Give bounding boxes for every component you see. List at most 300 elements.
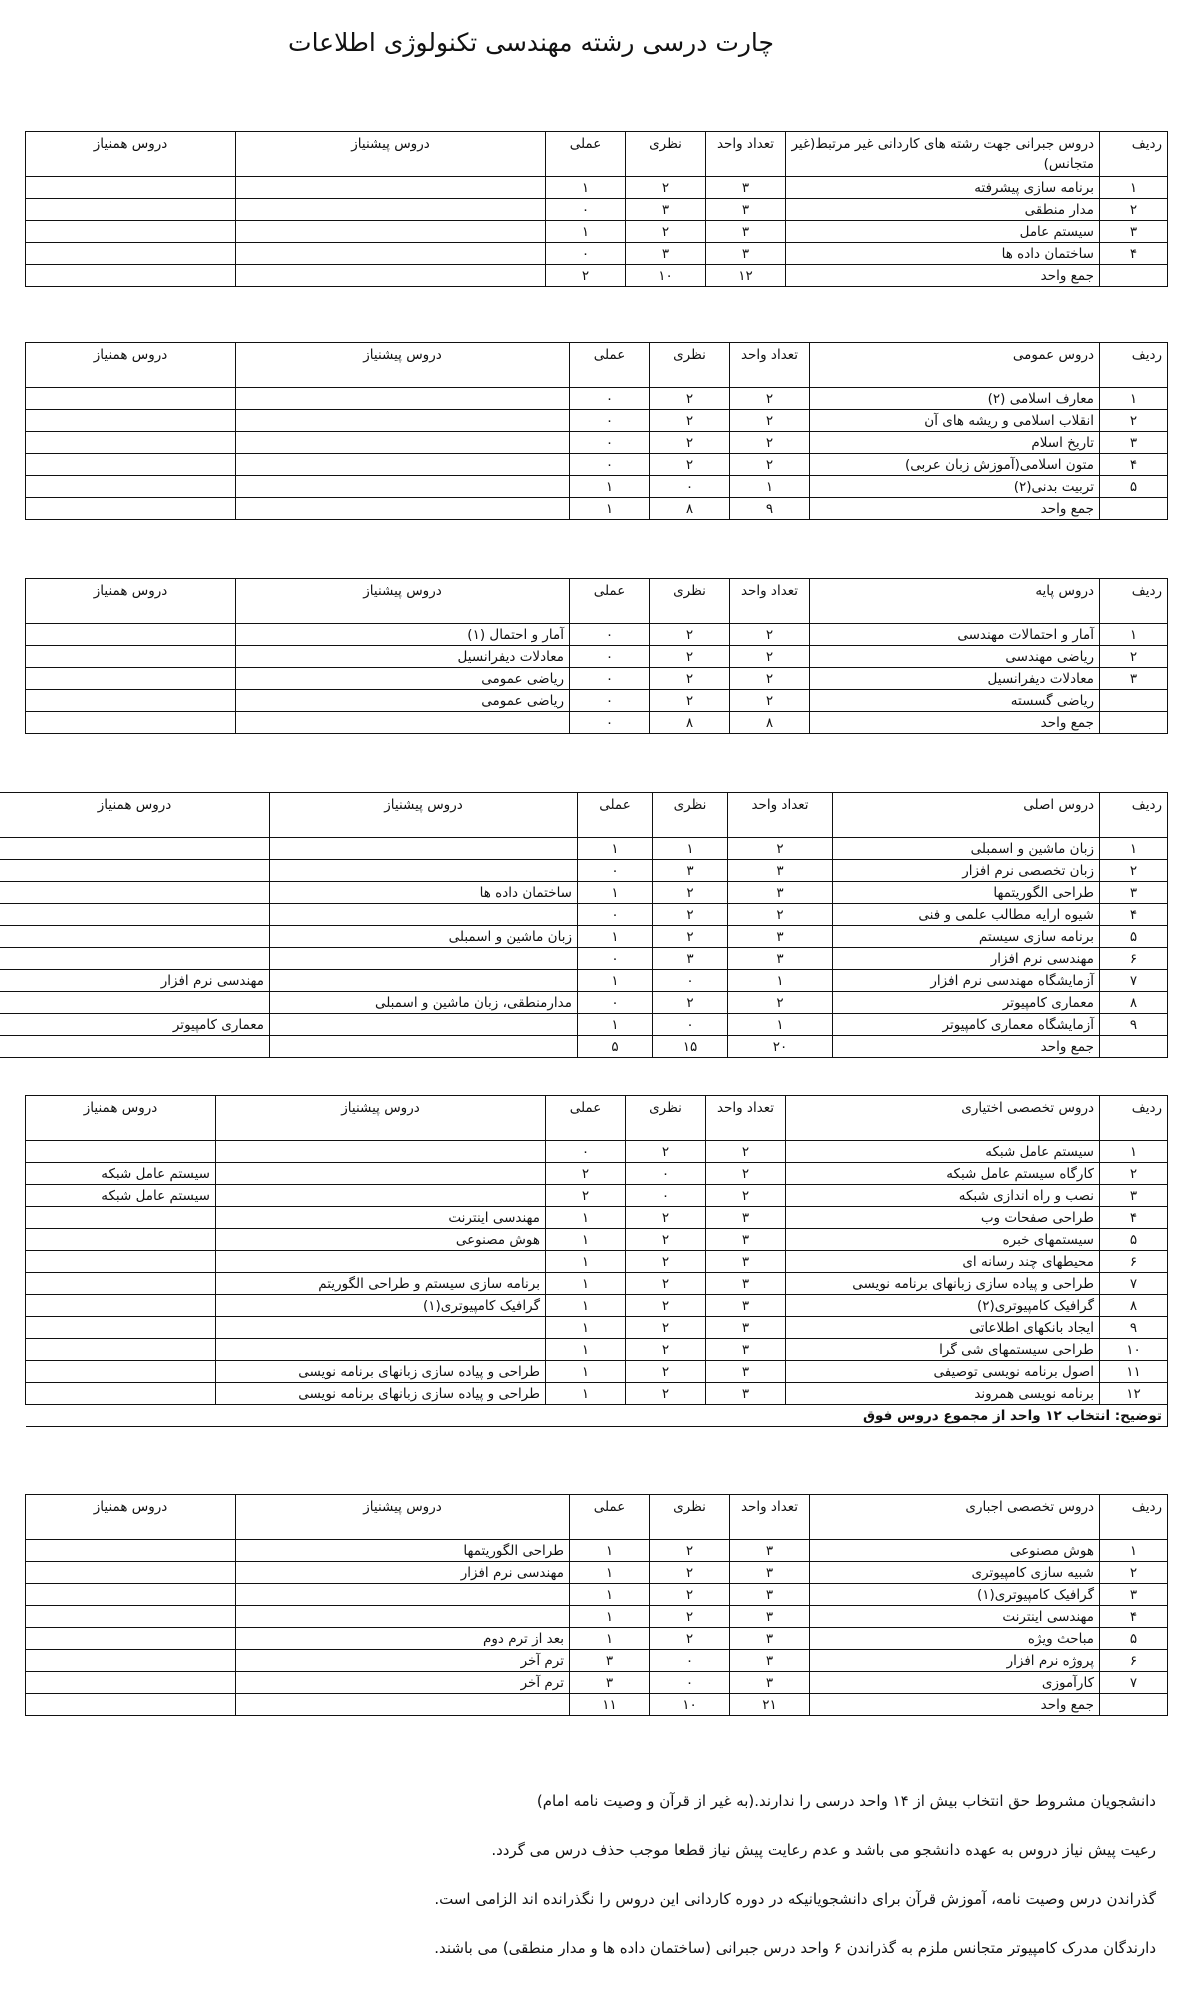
note-line: دارندگان مدرک کامپیوتر متجانس ملزم به گذراندن ۶ واحد درس جبرانی (ساختمان داده ها و مدار منطقی) می باشند. [434, 1939, 1156, 1957]
table-cell: ۱ [728, 1014, 833, 1036]
table-cell: ۲ [653, 882, 728, 904]
note-line: رعیت پیش نیاز دروس به عهده دانشجو می باشد و عدم رعایت پیش نیاز قطعا موجب حذف درس می گردد. [491, 1841, 1156, 1859]
table-row [26, 1650, 1168, 1672]
column-header: ردیف [1100, 793, 1168, 838]
table-cell [216, 1141, 546, 1163]
table-cell: ۴ [1100, 1207, 1168, 1229]
table-cell [26, 1606, 236, 1628]
table-row [26, 1562, 1168, 1584]
table-cell [26, 1141, 216, 1163]
table-cell: ۲ [546, 1163, 626, 1185]
table-cell [236, 265, 546, 287]
table-cell: ۱ [728, 970, 833, 992]
table-cell: ۲ [650, 1562, 730, 1584]
table-cell [26, 646, 236, 668]
table-cell: ۳ [626, 199, 706, 221]
column-header: دروس پایه [810, 579, 1100, 624]
column-header: دروس تخصصی اجباری [810, 1495, 1100, 1540]
table-cell [1100, 498, 1168, 520]
table-row [26, 1163, 1168, 1185]
table-cell: آزمایشگاه معماری کامپیوتر [833, 1014, 1100, 1036]
table-cell: ۱ [1100, 1141, 1168, 1163]
table-cell [236, 498, 570, 520]
table-cell: ۱۲ [706, 265, 786, 287]
table-cell: ۲ [546, 1185, 626, 1207]
note-line: دانشجویان مشروط حق انتخاب بیش از ۱۴ واحد درسی را ندارند.(به غیر از قرآن و وصیت نامه امام) [536, 1792, 1156, 1810]
table-cell: ۳ [730, 1540, 810, 1562]
table-cell: ۰ [546, 243, 626, 265]
table-cell: ۲ [706, 1185, 786, 1207]
column-header: دروس همنیاز [26, 132, 236, 177]
table-cell: ۳ [730, 1628, 810, 1650]
table-cell: ۲ [1100, 199, 1168, 221]
column-header: دروس همنیاز [26, 1495, 236, 1540]
table-cell: ۱ [1100, 1540, 1168, 1562]
table-cell: ۶ [1100, 1650, 1168, 1672]
table-cell: ۱ [570, 1628, 650, 1650]
table-cell: ۲ [706, 1141, 786, 1163]
table-cell: گرافیک کامپیوتری(۱) [810, 1584, 1100, 1606]
table-cell: ۱ [570, 1562, 650, 1584]
table-cell: گرافیک کامپیوتری(۱) [216, 1295, 546, 1317]
table-row [26, 668, 1168, 690]
table-cell: ۵ [1100, 926, 1168, 948]
table-cell: ۲ [650, 624, 730, 646]
table-cell: تربیت بدنی(۲) [810, 476, 1100, 498]
table-cell: ۱ [546, 1295, 626, 1317]
table-cell: سیستم عامل شبکه [26, 1185, 216, 1207]
table-cell: جمع واحد [786, 265, 1100, 287]
table-cell: ۰ [570, 690, 650, 712]
table-cell [216, 1163, 546, 1185]
column-header: دروس پیشنیاز [236, 579, 570, 624]
table-cell [236, 712, 570, 734]
table-cell: ۲ [730, 432, 810, 454]
table-cell [26, 1317, 216, 1339]
table-cell: طراحی و پیاده سازی زبانهای برنامه نویسی [216, 1383, 546, 1405]
table-cell: ۰ [570, 432, 650, 454]
table-cell: ۲ [1100, 860, 1168, 882]
table-cell: مباحث ویژه [810, 1628, 1100, 1650]
column-header: دروس همنیاز [26, 1096, 216, 1141]
column-header: ردیف [1100, 579, 1168, 624]
note-line: گذراندن درس وصیت نامه، آموزش قرآن برای دانشجویانیکه در دوره کاردانی این دروس را نگذرانده اند الزامی است. [434, 1890, 1156, 1908]
table-cell: ۱ [578, 970, 653, 992]
table-cell: ۳ [706, 1207, 786, 1229]
table-cell: مهندسی اینترنت [216, 1207, 546, 1229]
table-row [26, 1672, 1168, 1694]
column-header: عملی [546, 132, 626, 177]
table-cell: بعد از ترم دوم [236, 1628, 570, 1650]
table-row [0, 926, 1168, 948]
table-cell [26, 1251, 216, 1273]
table-cell: زبان ماشین و اسمبلی [270, 926, 578, 948]
table-row [26, 1229, 1168, 1251]
table-cell: ۳ [728, 926, 833, 948]
column-header: نظری [650, 1495, 730, 1540]
table-cell: جمع واحد [810, 498, 1100, 520]
table-cell: ۱ [570, 1606, 650, 1628]
table-cell: ۰ [570, 454, 650, 476]
table-cell: ۲ [626, 1229, 706, 1251]
table-cell: ۰ [570, 668, 650, 690]
column-header: عملی [578, 793, 653, 838]
table-cell: سیستم عامل [786, 221, 1100, 243]
table-cell: ۲ [653, 904, 728, 926]
table-cell: ۹ [730, 498, 810, 520]
table-cell: ۲ [730, 668, 810, 690]
table-cell: ۴ [1100, 1606, 1168, 1628]
table-cell [26, 177, 236, 199]
table-cell: سیستمهای خبره [786, 1229, 1100, 1251]
table-cell: ۱۱ [570, 1694, 650, 1716]
table-note-row [26, 1405, 1168, 1427]
basic-courses-table [25, 578, 1168, 734]
table-cell: ۲ [650, 1606, 730, 1628]
table-cell [236, 432, 570, 454]
table-cell [0, 838, 270, 860]
column-header: دروس تخصصی اختیاری [786, 1096, 1100, 1141]
table-cell: ۲ [650, 646, 730, 668]
table-cell [216, 1251, 546, 1273]
column-header: تعداد واحد [706, 1096, 786, 1141]
table-cell: ۲ [626, 1361, 706, 1383]
table-cell [26, 388, 236, 410]
table-cell: ۵ [1100, 476, 1168, 498]
table-row [26, 624, 1168, 646]
column-header: ردیف [1100, 1096, 1168, 1141]
table-cell: ۱ [546, 221, 626, 243]
table-cell: ۲ [728, 904, 833, 926]
table-cell: ۲ [546, 265, 626, 287]
table-cell: ۲ [650, 690, 730, 712]
table-cell [26, 1562, 236, 1584]
table-cell: ۲ [1100, 1562, 1168, 1584]
table-cell: آمار و احتمالات مهندسی [810, 624, 1100, 646]
table-row [26, 1273, 1168, 1295]
table-cell [26, 1694, 236, 1716]
table-cell: ۲ [650, 1584, 730, 1606]
table-cell: ۲ [626, 1317, 706, 1339]
table-cell: ۱ [578, 882, 653, 904]
table-row [0, 838, 1168, 860]
column-header: نظری [650, 579, 730, 624]
compensatory-courses-table [25, 131, 1168, 287]
table-cell [1100, 1694, 1168, 1716]
table-cell: شبیه سازی کامپیوتری [810, 1562, 1100, 1584]
table-cell: ۲ [730, 690, 810, 712]
table-cell [236, 177, 546, 199]
column-header: نظری [650, 343, 730, 388]
column-header: دروس جبرانی جهت رشته های کاردانی غیر مرتبط(غیر متجانس) [786, 132, 1100, 177]
table-cell: ۵ [578, 1036, 653, 1058]
table-cell: ۱ [1100, 388, 1168, 410]
column-header: دروس همنیاز [26, 343, 236, 388]
table-cell: ۱ [570, 1540, 650, 1562]
table-cell [26, 1584, 236, 1606]
table-cell: ۲ [626, 177, 706, 199]
table-cell: ۳ [570, 1672, 650, 1694]
table-cell: ۲ [650, 388, 730, 410]
table-cell: ۲ [626, 1251, 706, 1273]
table-cell: ۱۰ [1100, 1339, 1168, 1361]
column-header: نظری [626, 1096, 706, 1141]
table-cell: جمع واحد [810, 1694, 1100, 1716]
table-cell: کارآموزی [810, 1672, 1100, 1694]
table-cell: ۱ [546, 1317, 626, 1339]
table-header-row [26, 132, 1168, 177]
table-cell: ساختمان داده ها [786, 243, 1100, 265]
table-cell: نصب و راه اندازی شبکه [786, 1185, 1100, 1207]
notes-section [36, 1790, 1156, 1986]
column-header: ردیف [1100, 1495, 1168, 1540]
table-cell: ۲ [1100, 1163, 1168, 1185]
table-cell: برنامه سازی سیستم و طراحی الگوریتم [216, 1273, 546, 1295]
table-row [26, 476, 1168, 498]
table-cell [26, 1361, 216, 1383]
table-row [26, 410, 1168, 432]
table-row [26, 1628, 1168, 1650]
table-cell: هوش مصنوعی [216, 1229, 546, 1251]
table-cell: ریاضی مهندسی [810, 646, 1100, 668]
column-header: عملی [570, 579, 650, 624]
table-cell: ۳ [706, 1273, 786, 1295]
table-cell: ۲ [626, 1207, 706, 1229]
column-header: تعداد واحد [730, 1495, 810, 1540]
table-cell: برنامه سازی پیشرفته [786, 177, 1100, 199]
table-cell: معماری کامپیوتر [0, 1014, 270, 1036]
table-cell: ۲ [653, 926, 728, 948]
table-cell [26, 1207, 216, 1229]
table-cell: ۲ [626, 1273, 706, 1295]
table-cell: ۵ [1100, 1628, 1168, 1650]
table-cell: ساختمان داده ها [270, 882, 578, 904]
column-header: دروس همنیاز [0, 793, 270, 838]
table-cell: ۲ [626, 1339, 706, 1361]
column-header: دروس اصلی [833, 793, 1100, 838]
table-row [26, 1317, 1168, 1339]
table-cell: ۱ [1100, 177, 1168, 199]
table-cell [26, 1650, 236, 1672]
table-cell [26, 410, 236, 432]
table-header-row [26, 1096, 1168, 1141]
table-cell: جمع واحد [833, 1036, 1100, 1058]
table-cell: ۱ [570, 1584, 650, 1606]
table-cell: ۱ [546, 1229, 626, 1251]
table-cell [26, 668, 236, 690]
table-cell [26, 1273, 216, 1295]
table-cell: هوش مصنوعی [810, 1540, 1100, 1562]
table-cell: ۳ [706, 1251, 786, 1273]
table-cell [0, 1036, 270, 1058]
table-cell [236, 1694, 570, 1716]
table-cell: ۰ [578, 992, 653, 1014]
table-cell [270, 970, 578, 992]
column-header: دروس همنیاز [26, 579, 236, 624]
table-row [0, 860, 1168, 882]
table-cell: معادلات دیفرانسیل [236, 646, 570, 668]
table-cell: معارف اسلامی (۲) [810, 388, 1100, 410]
table-cell: ۰ [650, 476, 730, 498]
table-cell [270, 1014, 578, 1036]
table-cell [236, 454, 570, 476]
table-cell: ۳ [706, 221, 786, 243]
table-cell: ۳ [653, 948, 728, 970]
table-header-row [26, 1495, 1168, 1540]
table-cell: مهندسی نرم افزار [833, 948, 1100, 970]
table-cell: ۰ [578, 904, 653, 926]
table-cell: ۶ [1100, 1251, 1168, 1273]
table-cell: ۳ [1100, 432, 1168, 454]
table-cell: ۰ [653, 970, 728, 992]
table-cell: تاریخ اسلام [810, 432, 1100, 454]
table-cell: طراحی الگوریتمها [236, 1540, 570, 1562]
table-cell: ۳ [728, 860, 833, 882]
table-cell [236, 243, 546, 265]
table-cell [216, 1185, 546, 1207]
table-cell: ۳ [1100, 668, 1168, 690]
table-cell: ۲ [626, 1295, 706, 1317]
table-row [26, 1540, 1168, 1562]
table-cell: ۱ [1100, 624, 1168, 646]
table-cell [1100, 1036, 1168, 1058]
table-cell: ۳ [1100, 1185, 1168, 1207]
table-cell: معادلات دیفرانسیل [810, 668, 1100, 690]
table-cell: ۱۰ [626, 265, 706, 287]
table-cell: ۰ [570, 646, 650, 668]
table-cell [236, 410, 570, 432]
table-cell: ۱ [730, 476, 810, 498]
table-cell: ۲ [626, 1141, 706, 1163]
table-cell: ۱ [546, 1207, 626, 1229]
table-cell: ۲ [650, 1628, 730, 1650]
table-header-row [26, 579, 1168, 624]
column-header: دروس عمومی [810, 343, 1100, 388]
table-row [26, 1141, 1168, 1163]
table-cell: ۰ [578, 860, 653, 882]
table-row [26, 221, 1168, 243]
table-cell: ۲ [730, 410, 810, 432]
table-cell: ۲ [1100, 410, 1168, 432]
table-cell: ۶ [1100, 948, 1168, 970]
table-cell: ۷ [1100, 1273, 1168, 1295]
table-cell: آزمایشگاه مهندسی نرم افزار [833, 970, 1100, 992]
table-row [26, 646, 1168, 668]
table-cell [26, 432, 236, 454]
table-cell [26, 221, 236, 243]
table-cell: ۰ [546, 1141, 626, 1163]
table-row [26, 243, 1168, 265]
table-row [0, 992, 1168, 1014]
table-header-row [26, 343, 1168, 388]
table-row [26, 712, 1168, 734]
table-cell: ۳ [706, 243, 786, 265]
column-header: تعداد واحد [706, 132, 786, 177]
table-cell: مدار منطقی [786, 199, 1100, 221]
table-cell: ۷ [1100, 1672, 1168, 1694]
table-cell: ۱ [546, 1361, 626, 1383]
table-cell: ۲۰ [728, 1036, 833, 1058]
table-cell: ۰ [650, 1650, 730, 1672]
table-row [26, 690, 1168, 712]
general-courses-table [25, 342, 1168, 520]
table-cell: محیطهای چند رسانه ای [786, 1251, 1100, 1273]
table-cell: ۰ [546, 199, 626, 221]
column-header: دروس پیشنیاز [216, 1096, 546, 1141]
table-cell [0, 992, 270, 1014]
table-cell [26, 1628, 236, 1650]
table-cell: طراحی و پیاده سازی زبانهای برنامه نویسی [786, 1273, 1100, 1295]
table-cell: ریاضی عمومی [236, 668, 570, 690]
table-cell: ۲ [653, 992, 728, 1014]
table-header-row [0, 793, 1168, 838]
table-cell: گرافیک کامپیوتری(۲) [786, 1295, 1100, 1317]
table-row [26, 1694, 1168, 1716]
table-cell: متون اسلامی(آموزش زبان عربی) [810, 454, 1100, 476]
table-cell: ۳ [1100, 1584, 1168, 1606]
table-cell: طراحی صفحات وب [786, 1207, 1100, 1229]
table-cell: ۳ [706, 199, 786, 221]
table-cell [1100, 690, 1168, 712]
table-cell: ۱ [546, 1339, 626, 1361]
table-cell [26, 624, 236, 646]
mandatory-courses-table [25, 1494, 1168, 1716]
table-cell: ۳ [728, 948, 833, 970]
table-cell: ۳ [626, 243, 706, 265]
table-cell: ۱ [546, 1273, 626, 1295]
table-cell: ۳ [570, 1650, 650, 1672]
table-cell: ۰ [653, 1014, 728, 1036]
table-cell [26, 690, 236, 712]
table-cell [270, 838, 578, 860]
table-row [26, 1251, 1168, 1273]
table-cell: ایجاد بانکهای اطلاعاتی [786, 1317, 1100, 1339]
table-cell [216, 1317, 546, 1339]
table-note: توضیح: انتخاب ۱۲ واحد از مجموع دروس فوق [26, 1405, 1168, 1427]
table-cell: طراحی سیستمهای شی گرا [786, 1339, 1100, 1361]
column-header: تعداد واحد [730, 343, 810, 388]
column-header: عملی [570, 343, 650, 388]
table-cell [0, 948, 270, 970]
table-cell [270, 860, 578, 882]
table-cell: سیستم عامل شبکه [26, 1163, 216, 1185]
table-cell: طراحی الگوریتمها [833, 882, 1100, 904]
table-cell: شیوه ارایه مطالب علمی و فنی [833, 904, 1100, 926]
column-header: عملی [570, 1495, 650, 1540]
table-cell: ۲ [1100, 646, 1168, 668]
table-cell [26, 712, 236, 734]
table-cell: مهندسی اینترنت [810, 1606, 1100, 1628]
table-cell: کارگاه سیستم عامل شبکه [786, 1163, 1100, 1185]
column-header: دروس پیشنیاز [270, 793, 578, 838]
table-cell: مهندسی نرم افزار [0, 970, 270, 992]
table-cell [26, 1383, 216, 1405]
table-cell: انقلاب اسلامی و ریشه های آن [810, 410, 1100, 432]
table-cell: ۱ [578, 926, 653, 948]
column-header: عملی [546, 1096, 626, 1141]
table-row [26, 199, 1168, 221]
table-cell: ۸ [650, 712, 730, 734]
table-cell [26, 265, 236, 287]
table-cell: ۱ [578, 1014, 653, 1036]
table-row [26, 432, 1168, 454]
table-cell: ۲ [730, 454, 810, 476]
table-row [0, 1014, 1168, 1036]
table-cell: ۲ [650, 410, 730, 432]
table-cell: ۳ [706, 1229, 786, 1251]
table-cell: ۲ [626, 221, 706, 243]
main-courses-table [0, 792, 1168, 1058]
